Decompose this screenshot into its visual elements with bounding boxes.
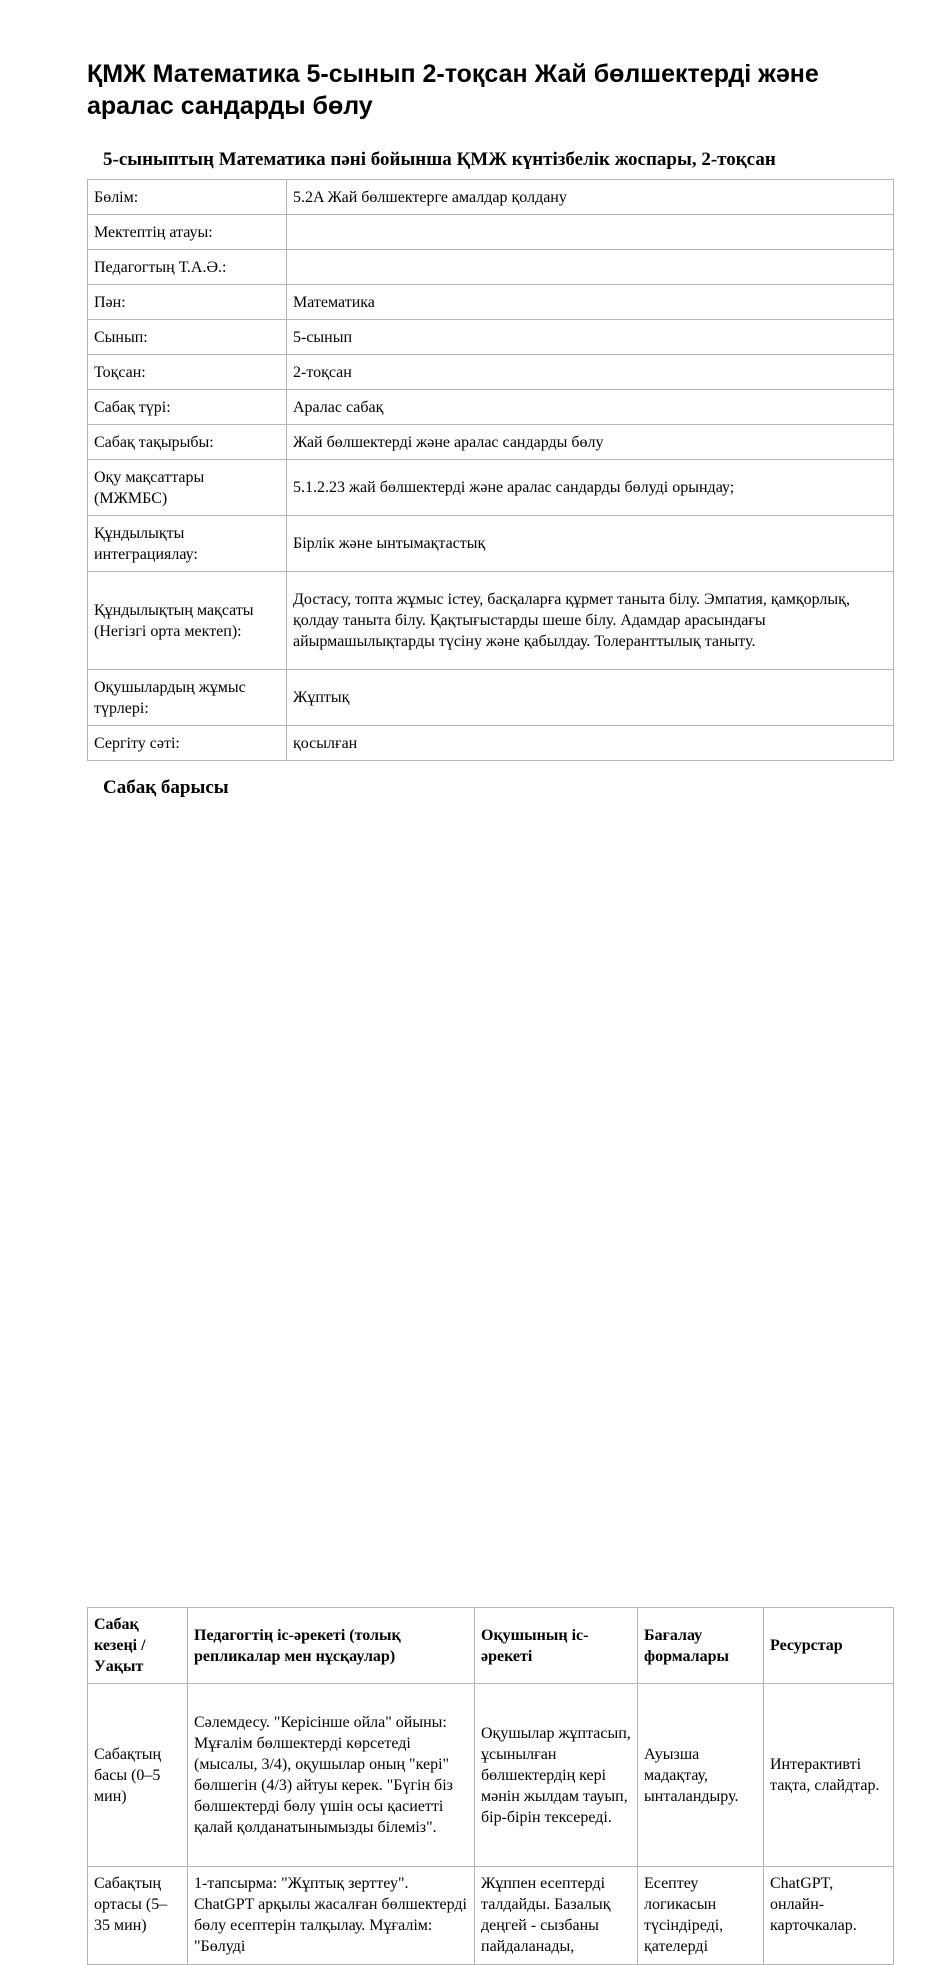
row-label: Бөлім:	[88, 180, 287, 215]
stage-cell: Сабақтың ортасы (5–35 мин)	[88, 1867, 188, 1965]
table-row	[88, 355, 894, 390]
row-value: 2-тоқсан	[287, 355, 894, 390]
row-value	[287, 250, 894, 285]
table-row	[88, 285, 894, 320]
row-label: Сабақ тақырыбы:	[88, 425, 287, 460]
student-cell: Оқушылар жұптасып, ұсынылған бөлшектердің кері мәнін жылдам тауып, бір-бірін тексереді.	[475, 1684, 638, 1867]
table-row	[88, 425, 894, 460]
row-label: Оқушылардың жұмыс түрлері:	[88, 670, 287, 726]
column-header: Ресурстар	[764, 1608, 894, 1684]
document-title: ҚМЖ Математика 5-сынып 2-тоқсан Жай бөлшектерді және аралас сандарды бөлу	[87, 60, 819, 120]
row-value: 5.1.2.23 жай бөлшектерді және аралас сандарды бөлуді орындау;	[287, 460, 894, 516]
row-label: Мектептің атауы:	[88, 215, 287, 250]
table-row	[88, 390, 894, 425]
info-table	[87, 179, 894, 761]
row-label: Сабақ түрі:	[88, 390, 287, 425]
resources-cell: Интерактивті тақта, слайдтар.	[764, 1684, 894, 1867]
row-value: 5-сынып	[287, 320, 894, 355]
table-row	[88, 516, 894, 572]
row-label: Құндылықты интеграциялау:	[88, 516, 287, 572]
row-value: Достасу, топта жұмыс істеу, басқаларға құрмет таныта білу. Эмпатия, қамқорлық, қолдау таныта білу. Қақтығыстарды шеше білу. Адамдар арасындағы айырмашылықтарды түсіну және қабылдау. Толеранттылық таныту.	[287, 572, 894, 670]
row-label: Тоқсан:	[88, 355, 287, 390]
column-header: Бағалау формалары	[638, 1608, 764, 1684]
row-value	[287, 215, 894, 250]
stage-cell: Сабақтың басы (0–5 мин)	[88, 1684, 188, 1867]
row-label: Оқу мақсаттары (МЖМБС)	[88, 460, 287, 516]
table-row	[88, 180, 894, 215]
row-value: Математика	[287, 285, 894, 320]
assessment-cell: Есептеу логикасын түсіндіреді, қателерді	[638, 1867, 764, 1965]
row-label: Педагогтың Т.А.Ә.:	[88, 250, 287, 285]
column-header: Оқушының іс-әрекеті	[475, 1608, 638, 1684]
lesson-table	[87, 1607, 894, 1965]
plan-heading: 5-сыныптың Математика пәні бойынша ҚМЖ күнтізбелік жоспары, 2-тоқсан	[103, 149, 776, 170]
row-value: Аралас сабақ	[287, 390, 894, 425]
row-label: Пән:	[88, 285, 287, 320]
row-label: Сергіту сәті:	[88, 726, 287, 761]
row-label: Құндылықтың мақсаты (Негізгі орта мектеп):	[88, 572, 287, 670]
row-value: Жұптық	[287, 670, 894, 726]
table-row	[88, 215, 894, 250]
table-row	[88, 460, 894, 516]
table-row	[88, 572, 894, 670]
table-row	[88, 1867, 894, 1965]
row-label: Сынып:	[88, 320, 287, 355]
lesson-table-clip	[80, 800, 910, 1955]
resources-cell: ChatGPT, онлайн-карточкалар.	[764, 1867, 894, 1965]
table-row	[88, 320, 894, 355]
table-row	[88, 670, 894, 726]
table-row	[88, 1684, 894, 1867]
assessment-cell: Ауызша мадақтау, ынталандыру.	[638, 1684, 764, 1867]
column-header: Сабақ кезеңі / Уақыт	[88, 1608, 188, 1684]
teacher-cell: Сәлемдесу. "Керісінше ойла" ойыны: Мұғалім бөлшектерді көрсетеді (мысалы, 3/4), оқушылар оның "кері" бөлшегін (4/3) айтуы керек. "Бүгін біз бөлшектерді бөлу үшін осы қасиетті қалай қолданатынымызды білеміз".	[188, 1684, 475, 1867]
row-value: 5.2A Жай бөлшектерге амалдар қолдану	[287, 180, 894, 215]
row-value: Бірлік және ынтымақтастық	[287, 516, 894, 572]
row-value: Жай бөлшектерді және аралас сандарды бөлу	[287, 425, 894, 460]
table-header-row	[88, 1608, 894, 1684]
table-row	[88, 726, 894, 761]
row-value: қосылған	[287, 726, 894, 761]
table-row	[88, 250, 894, 285]
lesson-heading: Сабақ барысы	[103, 777, 229, 798]
student-cell: Жұппен есептерді талдайды. Базалық деңгей - сызбаны пайдаланады,	[475, 1867, 638, 1965]
teacher-cell: 1-тапсырма: "Жұптық зерттеу". ChatGPT арқылы жасалған бөлшектерді бөлу есептерін талқылау. Мұғалім: "Бөлуді	[188, 1867, 475, 1965]
column-header: Педагогтің іс-әрекеті (толық репликалар мен нұсқаулар)	[188, 1608, 475, 1684]
